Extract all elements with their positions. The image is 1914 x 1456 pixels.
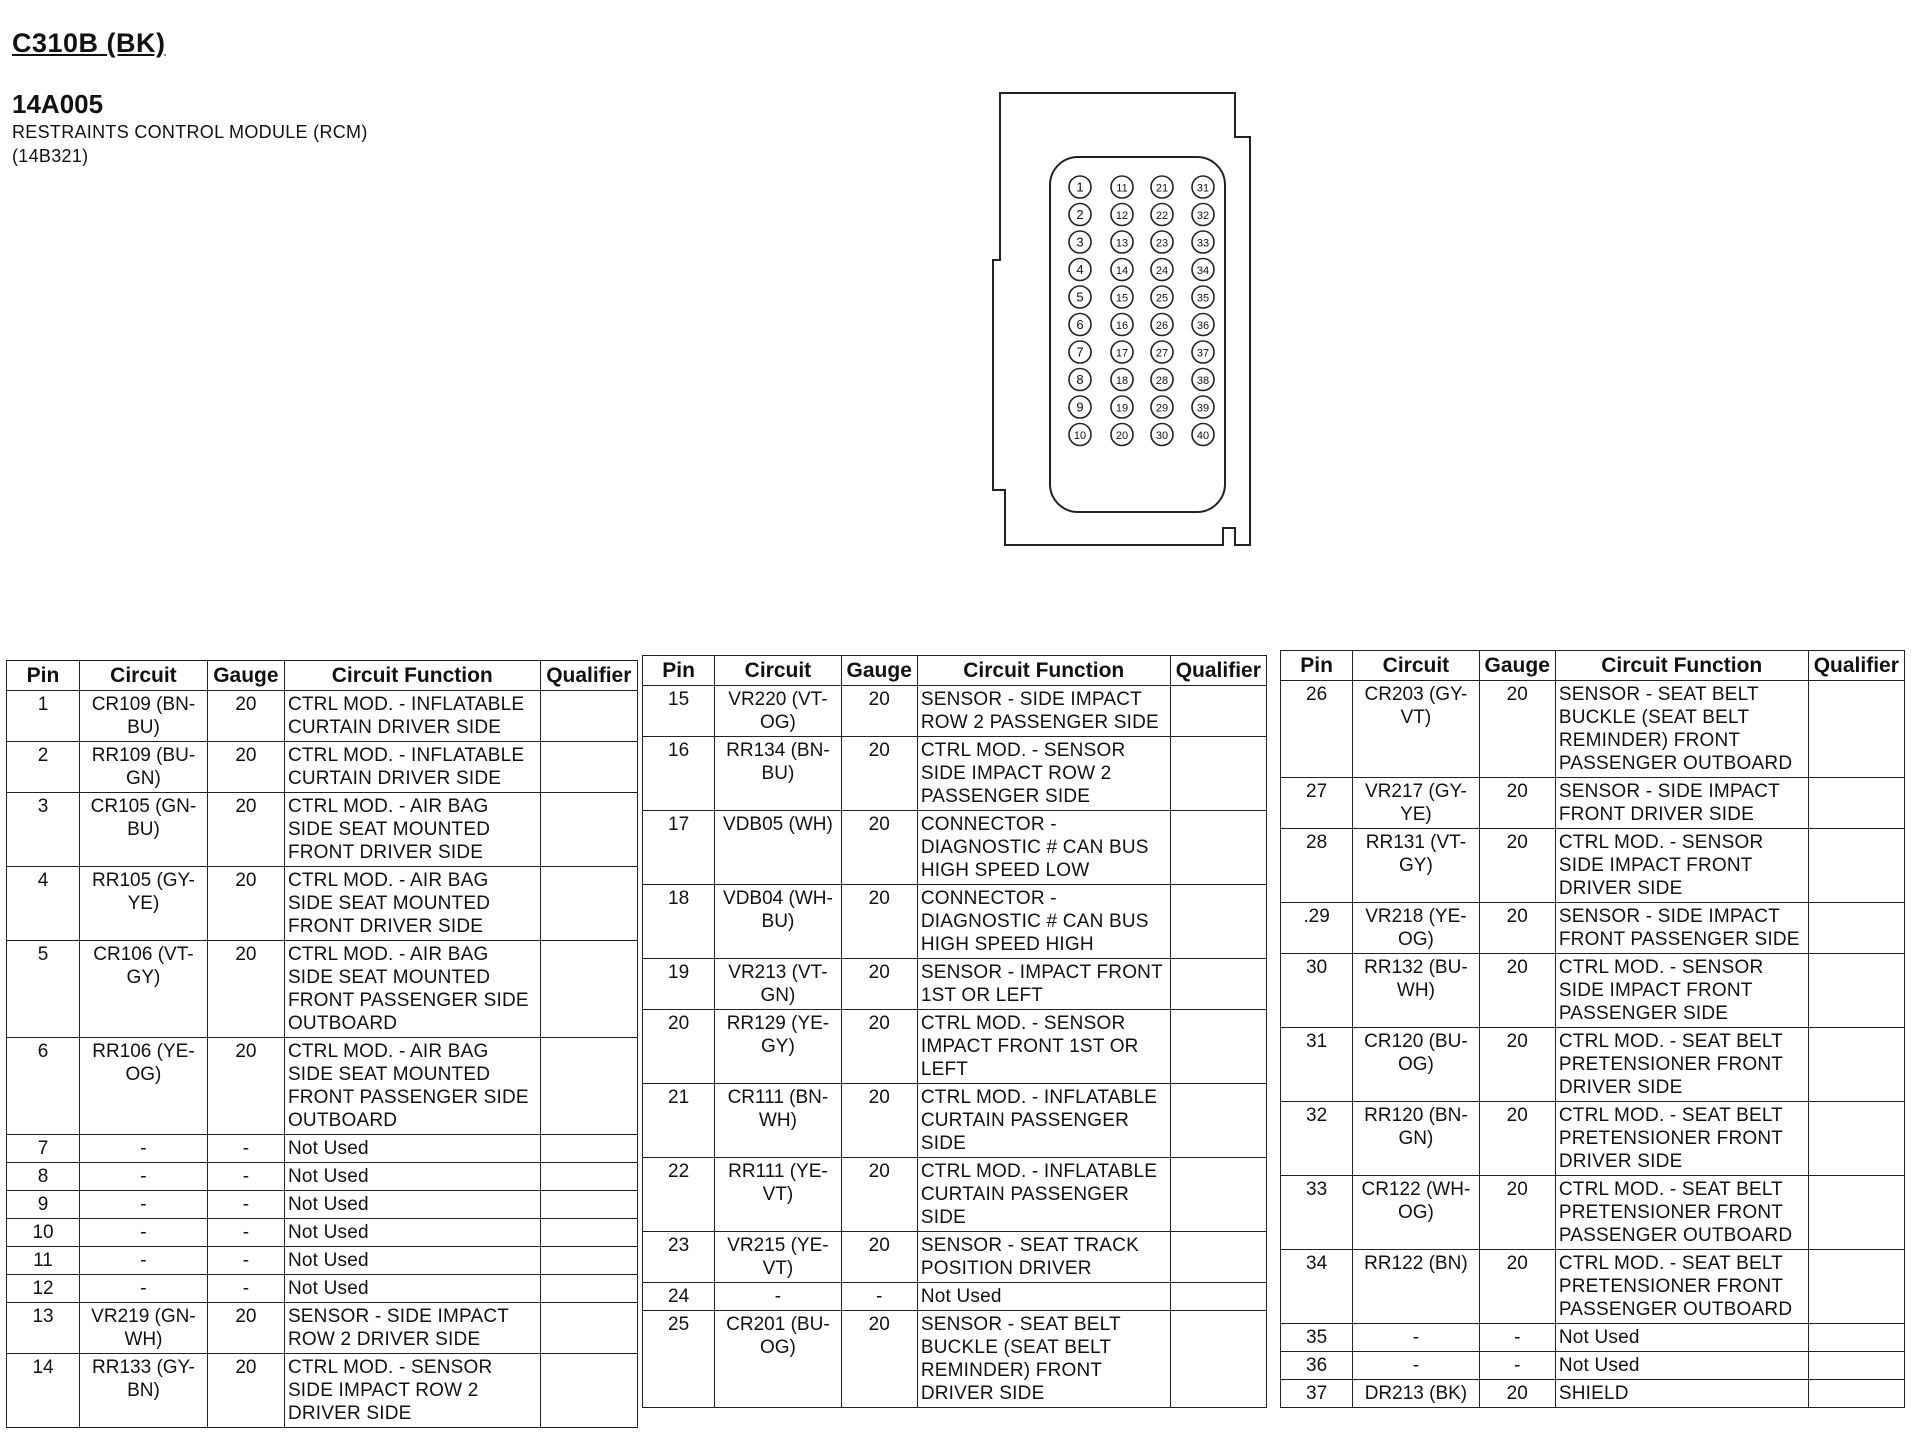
circuit-cell: RR105 (GY-YE)	[80, 867, 208, 941]
qualifier-cell	[540, 867, 637, 941]
circuit-function-cell: SENSOR - SIDE IMPACT FRONT PASSENGER SIDE	[1555, 903, 1808, 954]
circuit-cell: -	[80, 1219, 208, 1247]
pin-number-label: 39	[1196, 402, 1210, 415]
circuit-function-cell: SHIELD	[1555, 1380, 1808, 1408]
circuit-cell: CR122 (WH-OG)	[1353, 1176, 1479, 1250]
circuit-cell: -	[1353, 1324, 1479, 1352]
qualifier-cell	[1808, 1324, 1904, 1352]
pin-number-label: 29	[1155, 402, 1169, 415]
circuit-cell: CR109 (BN-BU)	[80, 691, 208, 742]
circuit-cell: -	[80, 1275, 208, 1303]
gauge-cell: 20	[207, 742, 284, 793]
gauge-cell: 20	[1479, 1102, 1555, 1176]
circuit-function-cell: CTRL MOD. - AIR BAG SIDE SEAT MOUNTED FRONT PASSENGER SIDE OUTBOARD	[284, 941, 540, 1038]
gauge-cell: -	[207, 1135, 284, 1163]
table-row	[7, 941, 638, 1038]
circuit-function-cell: CTRL MOD. - SENSOR SIDE IMPACT ROW 2 PASSENGER SIDE	[917, 737, 1170, 811]
header-circuit: Circuit	[715, 656, 841, 686]
qualifier-cell	[540, 1191, 637, 1219]
header-qualifier: Qualifier	[1170, 656, 1266, 686]
pin-cell: 31	[1281, 1028, 1353, 1102]
gauge-cell: -	[841, 1283, 917, 1311]
gauge-cell: 20	[207, 1303, 284, 1354]
table-row	[7, 1303, 638, 1354]
gauge-cell: 20	[207, 1354, 284, 1428]
circuit-function-cell: CTRL MOD. - SENSOR IMPACT FRONT 1ST OR LEFT	[917, 1010, 1170, 1084]
header-circuit: Circuit	[80, 661, 208, 691]
gauge-cell: 20	[841, 686, 917, 737]
circuit-function-cell: Not Used	[284, 1163, 540, 1191]
circuit-cell: VDB04 (WH-BU)	[715, 885, 841, 959]
qualifier-cell	[1808, 1102, 1904, 1176]
circuit-function-cell: SENSOR - SEAT TRACK POSITION DRIVER	[917, 1232, 1170, 1283]
circuit-function-cell: CTRL MOD. - INFLATABLE CURTAIN DRIVER SIDE	[284, 742, 540, 793]
table-row	[1281, 1352, 1905, 1380]
qualifier-cell	[1170, 1311, 1266, 1408]
circuit-function-cell: SENSOR - SEAT BELT BUCKLE (SEAT BELT REMINDER) FRONT DRIVER SIDE	[917, 1311, 1170, 1408]
circuit-cell: CR106 (VT-GY)	[80, 941, 208, 1038]
gauge-cell: 20	[1479, 903, 1555, 954]
table-row	[643, 1010, 1267, 1084]
circuit-function-cell: CTRL MOD. - SENSOR SIDE IMPACT FRONT PASSENGER SIDE	[1555, 954, 1808, 1028]
gauge-cell: -	[207, 1275, 284, 1303]
gauge-cell: -	[207, 1247, 284, 1275]
qualifier-cell	[1808, 1028, 1904, 1102]
pin-cell: 34	[1281, 1250, 1353, 1324]
table-row	[7, 793, 638, 867]
circuit-cell: -	[80, 1163, 208, 1191]
header-qualifier: Qualifier	[540, 661, 637, 691]
circuit-function-cell: CTRL MOD. - AIR BAG SIDE SEAT MOUNTED FRONT DRIVER SIDE	[284, 793, 540, 867]
pin-cell: 32	[1281, 1102, 1353, 1176]
qualifier-cell	[540, 1247, 637, 1275]
pin-number-label: 30	[1155, 430, 1169, 442]
pin-cell: 10	[7, 1219, 80, 1247]
pin-cell: 8	[7, 1163, 80, 1191]
circuit-function-cell: CONNECTOR - DIAGNOSTIC # CAN BUS HIGH SPEED LOW	[917, 811, 1170, 885]
pinout-table-3	[1280, 650, 1905, 1408]
pin-cell: 22	[643, 1158, 715, 1232]
pin-number-label: 8	[1076, 372, 1084, 387]
table-row	[1281, 1250, 1905, 1324]
header-gauge: Gauge	[207, 661, 284, 691]
circuit-cell: RR129 (YE-GY)	[715, 1010, 841, 1084]
pin-number-label: 37	[1196, 347, 1210, 360]
circuit-cell: -	[80, 1247, 208, 1275]
circuit-function-cell: CTRL MOD. - SEAT BELT PRETENSIONER FRONT PASSENGER OUTBOARD	[1555, 1250, 1808, 1324]
circuit-cell: VR215 (YE-VT)	[715, 1232, 841, 1283]
pinout-table	[1280, 650, 1905, 1408]
gauge-cell: -	[207, 1163, 284, 1191]
table-row	[643, 737, 1267, 811]
circuit-cell: VR213 (VT-GN)	[715, 959, 841, 1010]
pin-number-label: 24	[1155, 265, 1169, 277]
pin-number-label: 21	[1155, 182, 1169, 195]
gauge-cell: 20	[841, 1232, 917, 1283]
qualifier-cell	[1808, 1352, 1904, 1380]
qualifier-cell	[1808, 778, 1904, 829]
pin-cell: 18	[643, 885, 715, 959]
qualifier-cell	[1170, 686, 1266, 737]
pin-cell: 9	[7, 1191, 80, 1219]
circuit-cell: RR133 (GY-BN)	[80, 1354, 208, 1428]
header-circuit: Circuit	[1353, 651, 1479, 681]
pin-cell: 5	[7, 941, 80, 1038]
pin-number-label: 15	[1115, 292, 1129, 305]
qualifier-cell	[540, 1275, 637, 1303]
pin-number-label: 38	[1196, 375, 1210, 387]
pinout-table	[6, 660, 638, 1428]
gauge-cell: 20	[207, 793, 284, 867]
header-circuit-function: Circuit Function	[1555, 651, 1808, 681]
pin-cell: 12	[7, 1275, 80, 1303]
part-number: 14A005	[12, 89, 104, 119]
pin-number-label: 25	[1155, 292, 1169, 305]
pin-number-label: 32	[1196, 210, 1210, 222]
circuit-cell: VR219 (GN-WH)	[80, 1303, 208, 1354]
pin-number-label: 2	[1076, 207, 1084, 222]
pin-number-label: 27	[1155, 347, 1169, 360]
pin-number-label: 18	[1115, 375, 1129, 387]
module-name: RESTRAINTS CONTROL MODULE (RCM)	[12, 122, 368, 142]
table-row	[7, 1038, 638, 1135]
gauge-cell: 20	[841, 737, 917, 811]
gauge-cell: 20	[1479, 778, 1555, 829]
circuit-cell: RR132 (BU-WH)	[1353, 954, 1479, 1028]
circuit-cell: -	[1353, 1352, 1479, 1380]
pin-number-label: 4	[1076, 262, 1084, 277]
circuit-cell: CR203 (GY-VT)	[1353, 681, 1479, 778]
connector-face-diagram	[985, 90, 1305, 580]
gauge-cell: 20	[1479, 1380, 1555, 1408]
circuit-function-cell: SENSOR - SIDE IMPACT FRONT DRIVER SIDE	[1555, 778, 1808, 829]
pin-cell: 7	[7, 1135, 80, 1163]
circuit-cell: CR105 (GN-BU)	[80, 793, 208, 867]
circuit-cell: -	[80, 1135, 208, 1163]
circuit-function-cell: SENSOR - IMPACT FRONT 1ST OR LEFT	[917, 959, 1170, 1010]
table-row	[1281, 1028, 1905, 1102]
pin-number-label: 34	[1196, 265, 1210, 277]
pin-number-label: 1	[1076, 179, 1084, 195]
pin-cell: 15	[643, 686, 715, 737]
circuit-cell: RR111 (YE-VT)	[715, 1158, 841, 1232]
pin-cell: 19	[643, 959, 715, 1010]
qualifier-cell	[1808, 1250, 1904, 1324]
circuit-function-cell: CTRL MOD. - AIR BAG SIDE SEAT MOUNTED FRONT DRIVER SIDE	[284, 867, 540, 941]
circuit-function-cell: CTRL MOD. - SEAT BELT PRETENSIONER FRONT DRIVER SIDE	[1555, 1028, 1808, 1102]
pin-cell: 6	[7, 1038, 80, 1135]
circuit-function-cell: SENSOR - SIDE IMPACT ROW 2 DRIVER SIDE	[284, 1303, 540, 1354]
qualifier-cell	[1170, 811, 1266, 885]
pin-cell: 30	[1281, 954, 1353, 1028]
table-row	[643, 1283, 1267, 1311]
circuit-function-cell: Not Used	[917, 1283, 1170, 1311]
table-row	[1281, 829, 1905, 903]
pin-cell: 17	[643, 811, 715, 885]
pin-cell: 4	[7, 867, 80, 941]
table-header-row	[7, 661, 638, 691]
gauge-cell: 20	[841, 1084, 917, 1158]
gauge-cell: 20	[1479, 954, 1555, 1028]
qualifier-cell	[1808, 829, 1904, 903]
qualifier-cell	[1170, 885, 1266, 959]
pin-cell: 13	[7, 1303, 80, 1354]
table-row	[7, 1191, 638, 1219]
table-row	[1281, 1380, 1905, 1408]
qualifier-cell	[540, 1163, 637, 1191]
table-header-row	[643, 656, 1267, 686]
alternate-part-number: (14B321)	[12, 146, 89, 166]
table-row	[643, 1084, 1267, 1158]
table-row	[1281, 903, 1905, 954]
connector-id: C310B (BK)	[12, 28, 166, 58]
circuit-cell: RR134 (BN-BU)	[715, 737, 841, 811]
document-header	[12, 28, 368, 168]
gauge-cell: 20	[1479, 1176, 1555, 1250]
table-row	[1281, 681, 1905, 778]
table-row	[643, 1158, 1267, 1232]
table-row	[7, 1135, 638, 1163]
circuit-function-cell: CTRL MOD. - SENSOR SIDE IMPACT ROW 2 DRIVER SIDE	[284, 1354, 540, 1428]
circuit-function-cell: Not Used	[284, 1219, 540, 1247]
pin-number-label: 28	[1155, 375, 1169, 387]
qualifier-cell	[540, 691, 637, 742]
header-pin: Pin	[643, 656, 715, 686]
pin-cell: 37	[1281, 1380, 1353, 1408]
circuit-function-cell: Not Used	[284, 1135, 540, 1163]
pin-number-label: 35	[1196, 292, 1210, 305]
circuit-function-cell: Not Used	[284, 1275, 540, 1303]
qualifier-cell	[540, 1303, 637, 1354]
pin-number-label: 14	[1115, 265, 1129, 277]
gauge-cell: -	[207, 1191, 284, 1219]
qualifier-cell	[540, 1354, 637, 1428]
circuit-function-cell: CTRL MOD. - INFLATABLE CURTAIN PASSENGER SIDE	[917, 1158, 1170, 1232]
pinout-table-2	[642, 655, 1267, 1408]
pinout-table-1	[6, 660, 638, 1428]
qualifier-cell	[1808, 903, 1904, 954]
pin-number-label: 17	[1115, 347, 1129, 360]
qualifier-cell	[1170, 1084, 1266, 1158]
pin-number-label: 13	[1115, 237, 1129, 250]
gauge-cell: 20	[1479, 829, 1555, 903]
pin-cell: 16	[643, 737, 715, 811]
pin-cell: 11	[7, 1247, 80, 1275]
circuit-cell: CR120 (BU-OG)	[1353, 1028, 1479, 1102]
gauge-cell: 20	[207, 1038, 284, 1135]
pin-cell: 33	[1281, 1176, 1353, 1250]
table-row	[7, 1219, 638, 1247]
table-row	[1281, 1176, 1905, 1250]
circuit-function-cell: SENSOR - SIDE IMPACT ROW 2 PASSENGER SIDE	[917, 686, 1170, 737]
circuit-function-cell: Not Used	[284, 1247, 540, 1275]
qualifier-cell	[540, 1135, 637, 1163]
gauge-cell: 20	[1479, 1250, 1555, 1324]
table-row	[643, 885, 1267, 959]
gauge-cell: 20	[1479, 1028, 1555, 1102]
circuit-function-cell: CTRL MOD. - SEAT BELT PRETENSIONER FRONT PASSENGER OUTBOARD	[1555, 1176, 1808, 1250]
table-row	[7, 1275, 638, 1303]
qualifier-cell	[540, 742, 637, 793]
qualifier-cell	[1808, 1176, 1904, 1250]
circuit-cell: CR201 (BU-OG)	[715, 1311, 841, 1408]
gauge-cell: 20	[841, 885, 917, 959]
circuit-cell: CR111 (BN-WH)	[715, 1084, 841, 1158]
gauge-cell: 20	[841, 1311, 917, 1408]
header-circuit-function: Circuit Function	[284, 661, 540, 691]
header-qualifier: Qualifier	[1808, 651, 1904, 681]
qualifier-cell	[1170, 1283, 1266, 1311]
table-row	[7, 742, 638, 793]
pin-number-label: 16	[1115, 320, 1129, 332]
pin-cell: 14	[7, 1354, 80, 1428]
circuit-function-cell: SENSOR - SEAT BELT BUCKLE (SEAT BELT REMINDER) FRONT PASSENGER OUTBOARD	[1555, 681, 1808, 778]
circuit-function-cell: Not Used	[284, 1191, 540, 1219]
table-row	[643, 686, 1267, 737]
pin-cell: 20	[643, 1010, 715, 1084]
circuit-function-cell: Not Used	[1555, 1324, 1808, 1352]
table-row	[7, 1354, 638, 1428]
gauge-cell: 20	[1479, 681, 1555, 778]
pin-cell: 35	[1281, 1324, 1353, 1352]
circuit-function-cell: Not Used	[1555, 1352, 1808, 1380]
table-row	[1281, 778, 1905, 829]
circuit-cell: RR106 (YE-OG)	[80, 1038, 208, 1135]
circuit-cell: RR122 (BN)	[1353, 1250, 1479, 1324]
pin-cell: 24	[643, 1283, 715, 1311]
pin-cell: 27	[1281, 778, 1353, 829]
qualifier-cell	[540, 1038, 637, 1135]
qualifier-cell	[1808, 954, 1904, 1028]
qualifier-cell	[1170, 1232, 1266, 1283]
pin-cell: 2	[7, 742, 80, 793]
gauge-cell: 20	[207, 941, 284, 1038]
table-row	[1281, 1102, 1905, 1176]
qualifier-cell	[540, 793, 637, 867]
circuit-function-cell: CTRL MOD. - SENSOR SIDE IMPACT FRONT DRIVER SIDE	[1555, 829, 1808, 903]
circuit-cell: VDB05 (WH)	[715, 811, 841, 885]
gauge-cell: 20	[207, 691, 284, 742]
table-header-row	[1281, 651, 1905, 681]
pin-number-label: 40	[1196, 430, 1210, 442]
header-pin: Pin	[7, 661, 80, 691]
pin-number-label: 10	[1073, 430, 1087, 442]
pin-number-label: 20	[1115, 430, 1129, 442]
table-row	[643, 959, 1267, 1010]
circuit-cell: VR220 (VT-OG)	[715, 686, 841, 737]
pin-number-label: 5	[1076, 289, 1084, 305]
pin-number-label: 6	[1076, 317, 1084, 332]
pin-number-label: 36	[1196, 320, 1210, 332]
pin-number-label: 19	[1115, 402, 1129, 415]
pin-number-label: 3	[1076, 234, 1084, 250]
circuit-function-cell: CTRL MOD. - INFLATABLE CURTAIN PASSENGER SIDE	[917, 1084, 1170, 1158]
circuit-cell: -	[715, 1283, 841, 1311]
pin-number-label: 7	[1076, 344, 1084, 360]
pin-cell: 23	[643, 1232, 715, 1283]
pin-cell: 3	[7, 793, 80, 867]
gauge-cell: 20	[841, 811, 917, 885]
header-pin: Pin	[1281, 651, 1353, 681]
circuit-cell: DR213 (BK)	[1353, 1380, 1479, 1408]
pin-cell: 28	[1281, 829, 1353, 903]
qualifier-cell	[1170, 737, 1266, 811]
pinout-table	[642, 655, 1267, 1408]
circuit-function-cell: CONNECTOR - DIAGNOSTIC # CAN BUS HIGH SPEED HIGH	[917, 885, 1170, 959]
qualifier-cell	[540, 941, 637, 1038]
pin-number-label: 9	[1076, 399, 1084, 415]
qualifier-cell	[1808, 1380, 1904, 1408]
header-circuit-function: Circuit Function	[917, 656, 1170, 686]
gauge-cell: 20	[841, 1010, 917, 1084]
pin-number-label: 11	[1116, 182, 1128, 195]
pin-number-label: 23	[1155, 237, 1169, 250]
pin-number-label: 33	[1196, 237, 1210, 250]
pin-cell: 26	[1281, 681, 1353, 778]
gauge-cell: -	[207, 1219, 284, 1247]
pin-number-label: 22	[1155, 210, 1169, 222]
pin-cell: .29	[1281, 903, 1353, 954]
gauge-cell: 20	[841, 1158, 917, 1232]
circuit-function-cell: CTRL MOD. - AIR BAG SIDE SEAT MOUNTED FRONT PASSENGER SIDE OUTBOARD	[284, 1038, 540, 1135]
circuit-cell: RR120 (BN-GN)	[1353, 1102, 1479, 1176]
header-gauge: Gauge	[1479, 651, 1555, 681]
qualifier-cell	[1808, 681, 1904, 778]
pin-cell: 25	[643, 1311, 715, 1408]
table-row	[7, 1163, 638, 1191]
circuit-cell: RR109 (BU-GN)	[80, 742, 208, 793]
circuit-cell: VR217 (GY-YE)	[1353, 778, 1479, 829]
qualifier-cell	[1170, 1158, 1266, 1232]
gauge-cell: -	[1479, 1352, 1555, 1380]
qualifier-cell	[540, 1219, 637, 1247]
table-row	[1281, 1324, 1905, 1352]
pin-number-label: 12	[1115, 210, 1129, 222]
connector-pin-grid	[1069, 176, 1214, 446]
header-gauge: Gauge	[841, 656, 917, 686]
circuit-cell: RR131 (VT-GY)	[1353, 829, 1479, 903]
gauge-cell: 20	[207, 867, 284, 941]
circuit-cell: -	[80, 1191, 208, 1219]
table-row	[7, 1247, 638, 1275]
qualifier-cell	[1170, 1010, 1266, 1084]
pin-cell: 36	[1281, 1352, 1353, 1380]
table-row	[7, 691, 638, 742]
pin-cell: 1	[7, 691, 80, 742]
gauge-cell: 20	[841, 959, 917, 1010]
gauge-cell: -	[1479, 1324, 1555, 1352]
table-row	[1281, 954, 1905, 1028]
circuit-cell: VR218 (YE-OG)	[1353, 903, 1479, 954]
pin-cell: 21	[643, 1084, 715, 1158]
table-row	[643, 1311, 1267, 1408]
pin-number-label: 26	[1155, 320, 1169, 332]
qualifier-cell	[1170, 959, 1266, 1010]
table-row	[643, 1232, 1267, 1283]
table-row	[7, 867, 638, 941]
circuit-function-cell: CTRL MOD. - INFLATABLE CURTAIN DRIVER SIDE	[284, 691, 540, 742]
circuit-function-cell: CTRL MOD. - SEAT BELT PRETENSIONER FRONT DRIVER SIDE	[1555, 1102, 1808, 1176]
table-row	[643, 811, 1267, 885]
pin-number-label: 31	[1196, 182, 1210, 195]
